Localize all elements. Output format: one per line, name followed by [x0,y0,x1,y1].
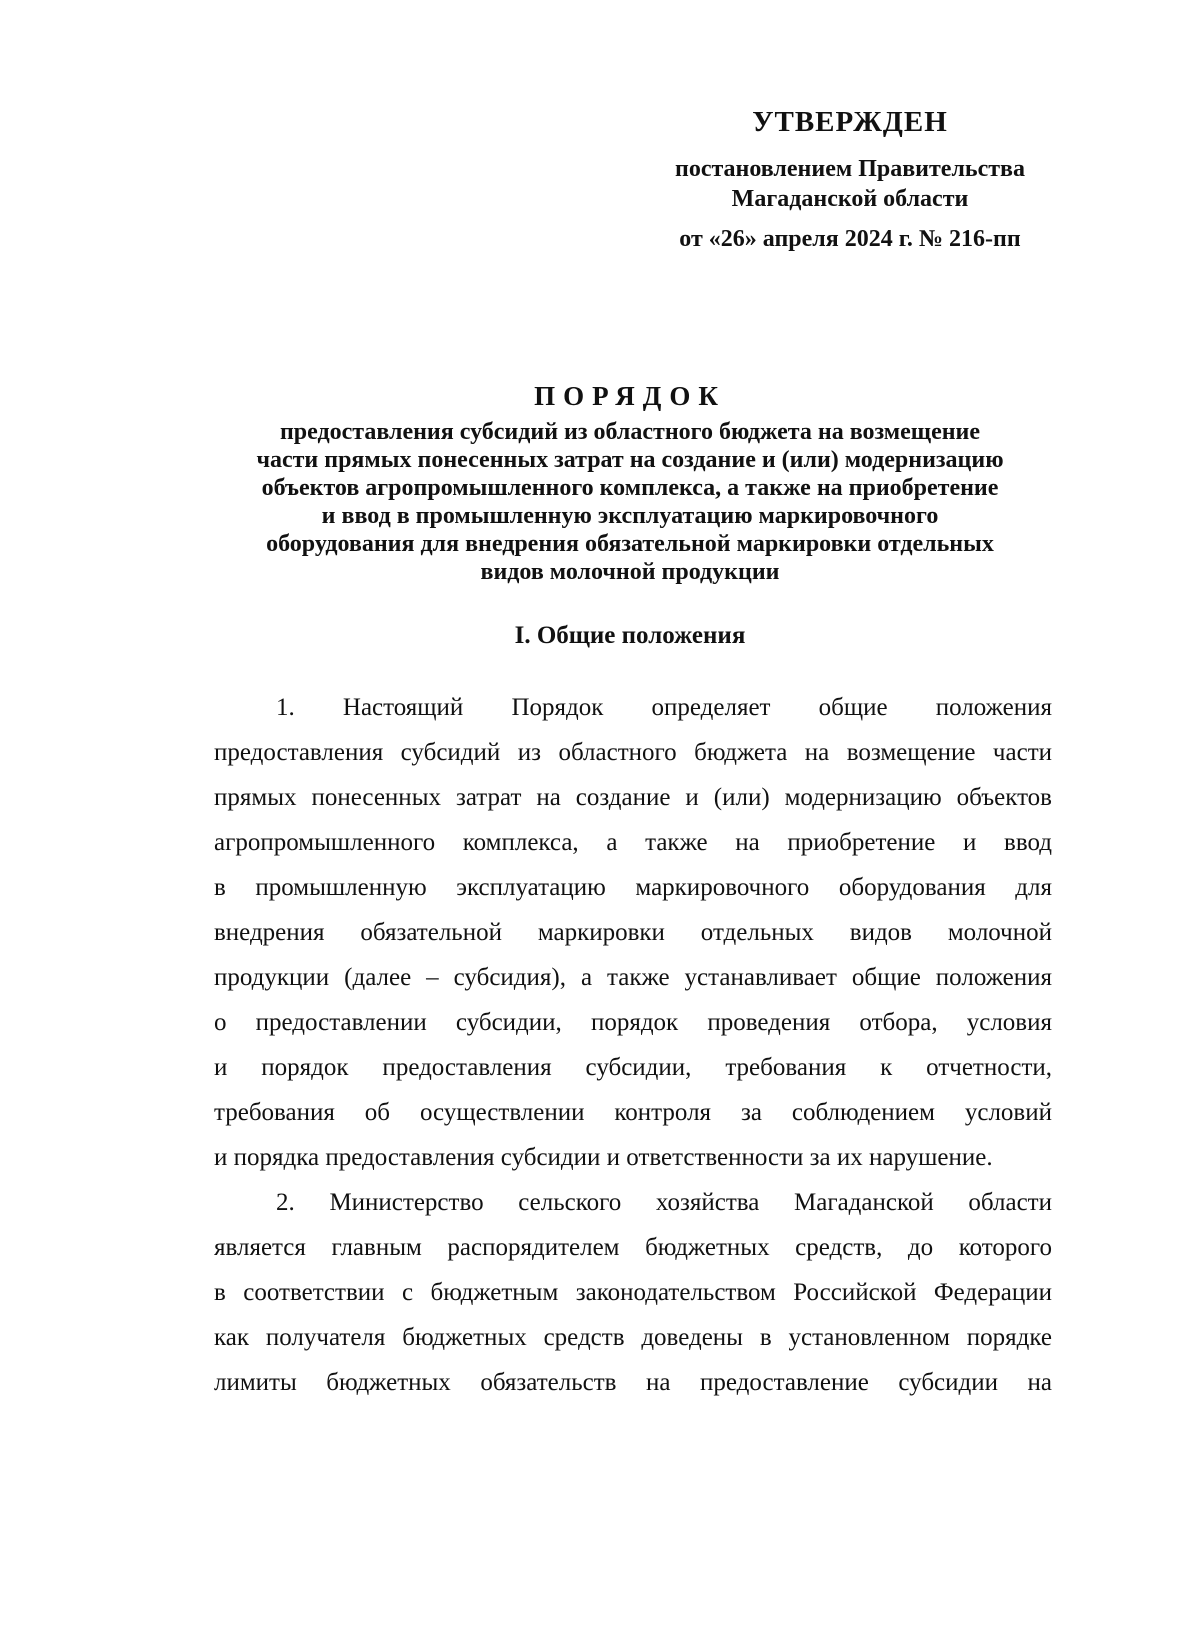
subtitle-line: объектов агропромышленного комплекса, а также на приобретение [261,475,999,501]
body-line: внедрения обязательной маркировки отдельных видов молочной [214,919,1052,946]
subtitle-line: части прямых понесенных затрат на создание и (или) модернизацию [256,447,1004,473]
body-line: как получателя бюджетных средств доведены в установленном порядке [214,1324,1052,1351]
paragraph-number: 1. [276,694,295,721]
body-word: положения [935,694,1052,721]
document-title-block [200,378,1060,586]
document-subtitle [200,418,1060,586]
body-line: предоставления субсидий из областного бюджета на возмещение части [214,739,1052,766]
body-line: о предоставлении субсидии, порядок проведения отбора, условия [214,1009,1052,1036]
approval-heading: УТВЕРЖДЕН [752,106,948,138]
body-line: в промышленную эксплуатацию маркировочного оборудования для [214,874,1052,901]
paragraph-2-first-line: 2. Министерство сельского хозяйства Магаданской области [276,1189,1052,1216]
subtitle-line: оборудования для внедрения обязательной маркировки отдельных [266,531,994,557]
body-word: определяет [651,694,771,721]
document-body [214,688,1052,1408]
document-title: ПОРЯДОК [534,381,726,411]
body-word: Порядок [511,694,604,721]
approval-date: от «26» апреля 2024 г. № 216-пп [679,226,1021,252]
body-word: Настоящий [342,694,464,721]
approval-stamp [640,104,1060,254]
subtitle-line: и ввод в промышленную эксплуатацию маркировочного [321,503,939,529]
paragraph-1-first-line [214,688,1052,733]
body-line: продукции (далее – субсидия), а также устанавливает общие положения [214,964,1052,991]
body-line: прямых понесенных затрат на создание и (или) модернизацию объектов [214,784,1052,811]
body-line: лимиты бюджетных обязательств на предоставление субсидии на [214,1369,1052,1396]
body-line: агропромышленного комплекса, а также на приобретение и ввод [214,829,1052,856]
body-line: является главным распорядителем бюджетных средств, до которого [214,1234,1052,1261]
subtitle-line: видов молочной продукции [480,559,780,585]
approval-line-2: Магаданской области [731,186,969,212]
section-heading: I. Общие положения [514,622,746,649]
body-line: и порядка предоставления субсидии и ответственности за их нарушение. [214,1144,993,1171]
body-line: в соответствии с бюджетным законодательством Российской Федерации [214,1279,1052,1306]
body-line: требования об осуществлении контроля за соблюдением условий [214,1099,1052,1126]
body-line: и порядок предоставления субсидии, требования к отчетности, [214,1054,1052,1081]
subtitle-line: предоставления субсидий из областного бюджета на возмещение [279,419,981,445]
approval-line-1: постановлением Правительства [674,156,1025,182]
body-word: общие [818,694,888,721]
